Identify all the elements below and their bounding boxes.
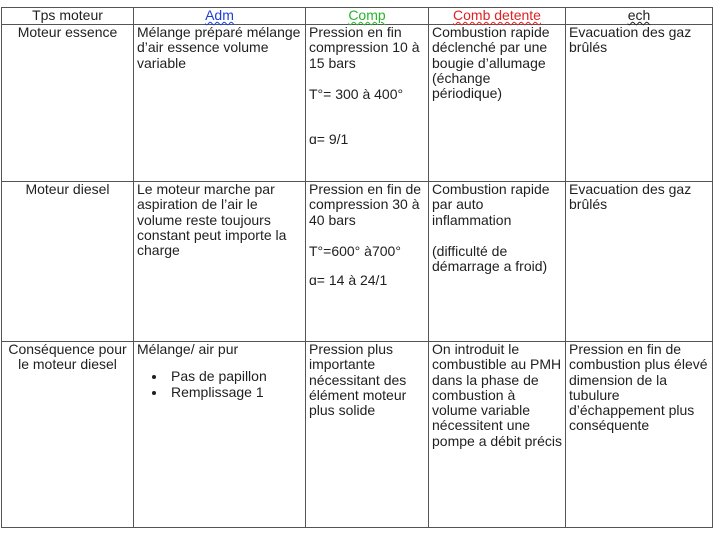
consequence-adm-intro: Mélange/ air pur [137,341,239,357]
consequence-adm-list [137,369,302,400]
header-ech-label: ech [627,7,651,23]
row-label-essence: Moteur essence [2,25,134,182]
diesel-comp-temperature: T°=600° à700° [309,242,401,259]
engine-comparison-table [1,7,713,528]
consequence-adm [134,342,306,528]
list-item: • Pas de papillon [167,369,302,384]
header-comp [306,8,429,25]
essence-comp-temperature: T°= 300 à 400° [309,85,404,102]
row-consequence-diesel [2,342,713,528]
header-comb-label: Comb detente [453,7,541,23]
essence-comp-pression: Pression en fin compression 10 à 15 bars [309,24,420,71]
header-ech [566,8,713,25]
header-row [2,8,713,25]
header-adm [134,8,306,25]
essence-comb: Combustion rapide déclenché par une bougie d’allumage (échange périodique) [429,25,566,182]
diesel-comp [306,182,429,342]
header-tps-moteur: Tps moteur [2,8,134,25]
essence-comp-rapport: ɑ= 9/1 [309,131,349,148]
row-label-consequence: Conséquence pour le moteur diesel [2,342,134,528]
diesel-comb-combustion: Combustion rapide par auto inflammation [432,181,550,228]
header-comp-label: Comp [348,7,386,23]
diesel-comb-difficulte: (difficulté de démarrage a froid) [432,242,548,275]
consequence-comp: Pression plus importante nécessitant des élément moteur plus solide [306,342,429,528]
row-moteur-diesel [2,182,713,342]
row-moteur-essence [2,25,713,182]
diesel-ech: Evacuation des gaz brûlés [566,182,713,342]
diesel-comp-rapport: ɑ= 14 à 24/1 [309,272,388,289]
row-label-diesel: Moteur diesel [2,182,134,342]
essence-ech: Evacuation des gaz brûlés [566,25,713,182]
list-item: • Remplissage 1 [167,385,302,400]
diesel-comb [429,182,566,342]
header-adm-label: Adm [205,7,234,23]
consequence-ech: Pression en fin de combustion plus élevé dimension de la tubulure d’échappement plus conséquente [566,342,713,528]
diesel-comp-pression: Pression en fin de compression 30 à 40 bars [309,181,422,228]
header-comb-detente [429,8,566,25]
essence-comp [306,25,429,182]
diesel-adm: Le moteur marche par aspiration de l’air le volume reste toujours constant peut importe la charge [134,182,306,342]
consequence-comb: On introduit le combustible au PMH dans la phase de combustion à volume variable nécessitent une pompe a débit précis [429,342,566,528]
essence-adm: Mélange préparé mélange d’air essence volume variable [134,25,306,182]
